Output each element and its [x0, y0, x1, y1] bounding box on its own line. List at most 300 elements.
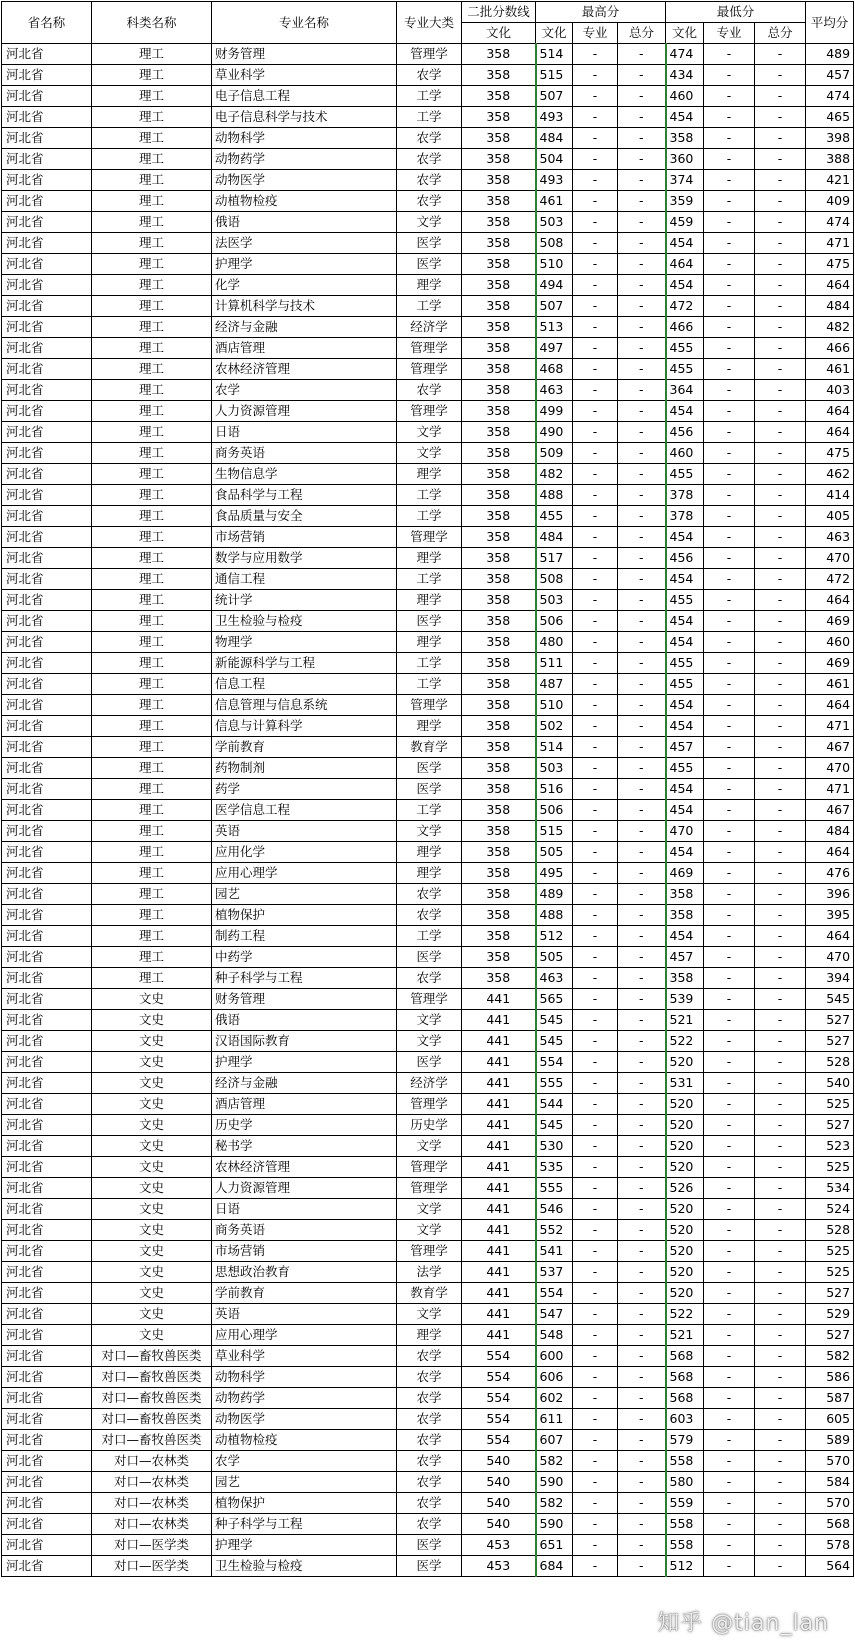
cell-lo-major: - [704, 191, 755, 212]
cell-hi-major: - [573, 1493, 618, 1514]
cell-major: 草业科学 [212, 1346, 397, 1367]
cell-lo-major: - [704, 128, 755, 149]
cell-major-class: 文学 [397, 422, 462, 443]
cell-hi-culture: 611 [536, 1409, 573, 1430]
cell-hi-total: - [618, 632, 666, 653]
table-row [2, 275, 854, 296]
cell-hi-total: - [618, 1220, 666, 1241]
cell-province: 河北省 [2, 569, 92, 590]
cell-average: 529 [806, 1304, 854, 1325]
cell-hi-total: - [618, 107, 666, 128]
cell-major-class: 工学 [397, 653, 462, 674]
cell-category: 文史 [92, 1283, 212, 1304]
cell-lo-culture: 521 [666, 1325, 704, 1346]
cell-category: 理工 [92, 443, 212, 464]
cell-lo-total: - [755, 1136, 806, 1157]
cell-average: 465 [806, 107, 854, 128]
cell-major: 俄语 [212, 1010, 397, 1031]
cell-lo-culture: 520 [666, 1241, 704, 1262]
cell-cutoff-culture: 358 [462, 422, 536, 443]
cell-lo-total: - [755, 1514, 806, 1535]
cell-cutoff-culture: 358 [462, 275, 536, 296]
cell-hi-total: - [618, 86, 666, 107]
cell-major: 财务管理 [212, 44, 397, 65]
table-row [2, 1556, 854, 1577]
table-row [2, 527, 854, 548]
cell-category: 理工 [92, 926, 212, 947]
cell-cutoff-culture: 358 [462, 695, 536, 716]
cell-major-class: 医学 [397, 233, 462, 254]
cell-hi-total: - [618, 317, 666, 338]
cell-hi-culture: 461 [536, 191, 573, 212]
cell-province: 河北省 [2, 800, 92, 821]
cell-lo-culture: 520 [666, 1136, 704, 1157]
cell-major: 动物药学 [212, 1388, 397, 1409]
cell-category: 对口—农林类 [92, 1493, 212, 1514]
table-row [2, 1136, 854, 1157]
cell-lo-culture: 579 [666, 1430, 704, 1451]
cell-hi-major: - [573, 1157, 618, 1178]
header-hi-major: 专业 [573, 23, 618, 44]
cell-hi-culture: 506 [536, 800, 573, 821]
cell-hi-major: - [573, 695, 618, 716]
cell-lo-major: - [704, 1388, 755, 1409]
cell-hi-culture: 507 [536, 86, 573, 107]
cell-major-class: 医学 [397, 1556, 462, 1577]
cell-cutoff-culture: 358 [462, 170, 536, 191]
cell-hi-culture: 463 [536, 968, 573, 989]
cell-hi-major: - [573, 1031, 618, 1052]
cell-category: 对口—畜牧兽医类 [92, 1388, 212, 1409]
cell-lo-major: - [704, 338, 755, 359]
cell-province: 河北省 [2, 1241, 92, 1262]
cell-major-class: 管理学 [397, 1157, 462, 1178]
cell-cutoff-culture: 441 [462, 1094, 536, 1115]
table-row [2, 1220, 854, 1241]
cell-major: 酒店管理 [212, 1094, 397, 1115]
cell-hi-total: - [618, 44, 666, 65]
cell-lo-culture: 455 [666, 653, 704, 674]
cell-major-class: 农学 [397, 1514, 462, 1535]
cell-hi-total: - [618, 821, 666, 842]
cell-hi-major: - [573, 737, 618, 758]
table-row [2, 1409, 854, 1430]
cell-major-class: 管理学 [397, 1241, 462, 1262]
cell-major: 种子科学与工程 [212, 968, 397, 989]
cell-hi-total: - [618, 1199, 666, 1220]
cell-lo-major: - [704, 800, 755, 821]
cell-hi-total: - [618, 1304, 666, 1325]
cell-average: 464 [806, 275, 854, 296]
cell-hi-major: - [573, 821, 618, 842]
cell-lo-total: - [755, 443, 806, 464]
table-row [2, 254, 854, 275]
cell-province: 河北省 [2, 317, 92, 338]
cell-lo-total: - [755, 149, 806, 170]
cell-hi-total: - [618, 128, 666, 149]
cell-cutoff-culture: 358 [462, 149, 536, 170]
cell-lo-major: - [704, 1430, 755, 1451]
cell-major: 植物保护 [212, 905, 397, 926]
cell-lo-total: - [755, 1157, 806, 1178]
cell-lo-major: - [704, 170, 755, 191]
cell-average: 470 [806, 947, 854, 968]
table-row [2, 506, 854, 527]
cell-cutoff-culture: 441 [462, 989, 536, 1010]
cell-cutoff-culture: 441 [462, 1136, 536, 1157]
cell-hi-culture: 545 [536, 1031, 573, 1052]
cell-cutoff-culture: 441 [462, 1010, 536, 1031]
cell-province: 河北省 [2, 1262, 92, 1283]
cell-cutoff-culture: 441 [462, 1115, 536, 1136]
cell-lo-culture: 559 [666, 1493, 704, 1514]
table-row [2, 695, 854, 716]
cell-province: 河北省 [2, 989, 92, 1010]
cell-average: 470 [806, 758, 854, 779]
cell-province: 河北省 [2, 1199, 92, 1220]
cell-cutoff-culture: 358 [462, 569, 536, 590]
table-row [2, 1157, 854, 1178]
cell-category: 理工 [92, 737, 212, 758]
cell-major: 卫生检验与检疫 [212, 1556, 397, 1577]
cell-lo-major: - [704, 632, 755, 653]
cell-hi-total: - [618, 1283, 666, 1304]
cell-hi-major: - [573, 1052, 618, 1073]
cell-lo-culture: 454 [666, 401, 704, 422]
cell-major-class: 管理学 [397, 401, 462, 422]
cell-hi-total: - [618, 1052, 666, 1073]
cell-hi-culture: 511 [536, 653, 573, 674]
cell-cutoff-culture: 441 [462, 1178, 536, 1199]
cell-province: 河北省 [2, 1115, 92, 1136]
table-row [2, 44, 854, 65]
cell-lo-total: - [755, 506, 806, 527]
cell-province: 河北省 [2, 1073, 92, 1094]
cell-cutoff-culture: 358 [462, 611, 536, 632]
table-row [2, 1031, 854, 1052]
cell-hi-major: - [573, 212, 618, 233]
cell-hi-major: - [573, 716, 618, 737]
cell-hi-total: - [618, 905, 666, 926]
cell-average: 527 [806, 1010, 854, 1031]
cell-category: 对口—农林类 [92, 1472, 212, 1493]
cell-category: 文史 [92, 1178, 212, 1199]
cell-average: 394 [806, 968, 854, 989]
cell-average: 464 [806, 695, 854, 716]
cell-lo-major: - [704, 1304, 755, 1325]
cell-category: 理工 [92, 716, 212, 737]
cell-major-class: 医学 [397, 779, 462, 800]
table-row [2, 191, 854, 212]
cell-hi-total: - [618, 1073, 666, 1094]
header-lo-culture: 文化 [666, 23, 704, 44]
cell-hi-major: - [573, 443, 618, 464]
cell-lo-culture: 374 [666, 170, 704, 191]
admission-score-table [1, 1, 854, 1577]
cell-province: 河北省 [2, 947, 92, 968]
cell-hi-total: - [618, 296, 666, 317]
cell-province: 河北省 [2, 716, 92, 737]
cell-hi-culture: 497 [536, 338, 573, 359]
cell-lo-culture: 520 [666, 1157, 704, 1178]
cell-major: 动植物检疫 [212, 1430, 397, 1451]
cell-hi-total: - [618, 674, 666, 695]
table-row [2, 569, 854, 590]
cell-lo-major: - [704, 737, 755, 758]
cell-cutoff-culture: 358 [462, 191, 536, 212]
cell-category: 理工 [92, 44, 212, 65]
header-cutoff-culture: 文化 [462, 23, 536, 44]
cell-average: 527 [806, 1031, 854, 1052]
cell-province: 河北省 [2, 170, 92, 191]
cell-major: 电子信息工程 [212, 86, 397, 107]
cell-lo-culture: 558 [666, 1535, 704, 1556]
cell-lo-major: - [704, 590, 755, 611]
cell-major-class: 工学 [397, 86, 462, 107]
cell-major: 市场营销 [212, 1241, 397, 1262]
table-row [2, 170, 854, 191]
cell-hi-major: - [573, 107, 618, 128]
watermark: 知乎 @tian_lan [657, 1611, 829, 1636]
cell-lo-total: - [755, 401, 806, 422]
cell-hi-major: - [573, 968, 618, 989]
cell-cutoff-culture: 358 [462, 842, 536, 863]
cell-major: 电子信息科学与技术 [212, 107, 397, 128]
cell-major: 物理学 [212, 632, 397, 653]
cell-major-class: 理学 [397, 1325, 462, 1346]
cell-major-class: 农学 [397, 884, 462, 905]
cell-lo-total: - [755, 191, 806, 212]
cell-hi-total: - [618, 1556, 666, 1577]
cell-lo-total: - [755, 842, 806, 863]
cell-lo-major: - [704, 527, 755, 548]
cell-category: 理工 [92, 611, 212, 632]
cell-major: 食品质量与安全 [212, 506, 397, 527]
cell-lo-culture: 454 [666, 611, 704, 632]
cell-province: 河北省 [2, 443, 92, 464]
cell-major: 俄语 [212, 212, 397, 233]
cell-category: 文史 [92, 1157, 212, 1178]
cell-hi-major: - [573, 233, 618, 254]
cell-cutoff-culture: 358 [462, 443, 536, 464]
cell-lo-major: - [704, 947, 755, 968]
cell-lo-major: - [704, 1031, 755, 1052]
table-row [2, 86, 854, 107]
cell-lo-total: - [755, 422, 806, 443]
cell-hi-major: - [573, 800, 618, 821]
table-row [2, 653, 854, 674]
cell-province: 河北省 [2, 1535, 92, 1556]
cell-lo-major: - [704, 1556, 755, 1577]
cell-cutoff-culture: 358 [462, 926, 536, 947]
cell-major: 英语 [212, 821, 397, 842]
cell-lo-culture: 568 [666, 1346, 704, 1367]
cell-lo-total: - [755, 1199, 806, 1220]
cell-hi-culture: 545 [536, 1115, 573, 1136]
cell-major: 人力资源管理 [212, 401, 397, 422]
cell-major-class: 文学 [397, 821, 462, 842]
cell-major: 通信工程 [212, 569, 397, 590]
cell-average: 525 [806, 1262, 854, 1283]
cell-category: 理工 [92, 212, 212, 233]
cell-major: 医学信息工程 [212, 800, 397, 821]
cell-lo-major: - [704, 212, 755, 233]
cell-hi-total: - [618, 464, 666, 485]
cell-major-class: 农学 [397, 65, 462, 86]
cell-cutoff-culture: 441 [462, 1283, 536, 1304]
cell-category: 理工 [92, 128, 212, 149]
cell-lo-major: - [704, 65, 755, 86]
table-row [2, 1493, 854, 1514]
table-row [2, 1199, 854, 1220]
cell-lo-major: - [704, 1472, 755, 1493]
cell-lo-major: - [704, 275, 755, 296]
cell-hi-total: - [618, 800, 666, 821]
cell-average: 414 [806, 485, 854, 506]
cell-hi-culture: 554 [536, 1283, 573, 1304]
table-row [2, 926, 854, 947]
cell-category: 文史 [92, 1304, 212, 1325]
cell-hi-major: - [573, 1178, 618, 1199]
cell-major: 新能源科学与工程 [212, 653, 397, 674]
cell-hi-major: - [573, 779, 618, 800]
table-row [2, 485, 854, 506]
cell-hi-culture: 513 [536, 317, 573, 338]
cell-lo-total: - [755, 359, 806, 380]
table-row [2, 1367, 854, 1388]
cell-major-class: 理学 [397, 863, 462, 884]
cell-major: 市场营销 [212, 527, 397, 548]
cell-average: 405 [806, 506, 854, 527]
cell-province: 河北省 [2, 1388, 92, 1409]
cell-major-class: 文学 [397, 443, 462, 464]
table-row [2, 758, 854, 779]
cell-hi-culture: 554 [536, 1052, 573, 1073]
cell-category: 理工 [92, 653, 212, 674]
cell-lo-major: - [704, 1409, 755, 1430]
cell-major: 经济与金融 [212, 317, 397, 338]
cell-hi-major: - [573, 1514, 618, 1535]
cell-average: 578 [806, 1535, 854, 1556]
cell-province: 河北省 [2, 1136, 92, 1157]
cell-lo-major: - [704, 716, 755, 737]
cell-category: 理工 [92, 401, 212, 422]
cell-hi-total: - [618, 1514, 666, 1535]
cell-lo-culture: 364 [666, 380, 704, 401]
cell-hi-major: - [573, 548, 618, 569]
cell-major-class: 文学 [397, 1199, 462, 1220]
cell-lo-culture: 470 [666, 821, 704, 842]
cell-province: 河北省 [2, 905, 92, 926]
cell-province: 河北省 [2, 1283, 92, 1304]
cell-lo-total: - [755, 947, 806, 968]
cell-major: 动物科学 [212, 128, 397, 149]
cell-category: 文史 [92, 1325, 212, 1346]
cell-category: 文史 [92, 1052, 212, 1073]
cell-major: 经济与金融 [212, 1073, 397, 1094]
cell-province: 河北省 [2, 821, 92, 842]
cell-hi-major: - [573, 1388, 618, 1409]
cell-lo-total: - [755, 968, 806, 989]
cell-province: 河北省 [2, 695, 92, 716]
cell-category: 文史 [92, 989, 212, 1010]
table-row [2, 611, 854, 632]
cell-lo-major: - [704, 1346, 755, 1367]
cell-hi-major: - [573, 842, 618, 863]
cell-lo-culture: 466 [666, 317, 704, 338]
cell-cutoff-culture: 358 [462, 758, 536, 779]
cell-cutoff-culture: 358 [462, 464, 536, 485]
cell-lo-total: - [755, 527, 806, 548]
table-row [2, 1115, 854, 1136]
cell-hi-major: - [573, 359, 618, 380]
cell-major: 人力资源管理 [212, 1178, 397, 1199]
cell-major: 计算机科学与技术 [212, 296, 397, 317]
cell-category: 理工 [92, 191, 212, 212]
cell-cutoff-culture: 441 [462, 1325, 536, 1346]
cell-lo-total: - [755, 485, 806, 506]
cell-major-class: 文学 [397, 1304, 462, 1325]
cell-hi-culture: 546 [536, 1199, 573, 1220]
table-row [2, 548, 854, 569]
cell-lo-total: - [755, 1409, 806, 1430]
table-row [2, 1451, 854, 1472]
cell-hi-major: - [573, 1136, 618, 1157]
cell-major: 秘书学 [212, 1136, 397, 1157]
cell-lo-major: - [704, 1157, 755, 1178]
cell-lo-culture: 456 [666, 422, 704, 443]
cell-category: 理工 [92, 695, 212, 716]
cell-lo-total: - [755, 275, 806, 296]
cell-category: 对口—医学类 [92, 1535, 212, 1556]
cell-category: 理工 [92, 884, 212, 905]
cell-hi-major: - [573, 527, 618, 548]
cell-hi-total: - [618, 1409, 666, 1430]
cell-hi-total: - [618, 233, 666, 254]
header-category: 科类名称 [92, 2, 212, 44]
cell-province: 河北省 [2, 926, 92, 947]
cell-lo-major: - [704, 821, 755, 842]
cell-hi-major: - [573, 1430, 618, 1451]
cell-lo-total: - [755, 800, 806, 821]
cell-lo-culture: 454 [666, 527, 704, 548]
cell-lo-major: - [704, 1178, 755, 1199]
cell-average: 467 [806, 800, 854, 821]
cell-hi-total: - [618, 590, 666, 611]
cell-hi-culture: 510 [536, 695, 573, 716]
cell-lo-major: - [704, 44, 755, 65]
table-row [2, 590, 854, 611]
cell-major: 卫生检验与检疫 [212, 611, 397, 632]
cell-hi-total: - [618, 779, 666, 800]
cell-lo-culture: 455 [666, 674, 704, 695]
header-row-1 [2, 2, 854, 23]
cell-lo-culture: 360 [666, 149, 704, 170]
cell-average: 471 [806, 233, 854, 254]
cell-hi-major: - [573, 1451, 618, 1472]
cell-cutoff-culture: 358 [462, 86, 536, 107]
cell-major-class: 管理学 [397, 44, 462, 65]
cell-average: 525 [806, 1241, 854, 1262]
cell-hi-total: - [618, 611, 666, 632]
cell-hi-major: - [573, 506, 618, 527]
cell-category: 对口—农林类 [92, 1451, 212, 1472]
cell-hi-culture: 602 [536, 1388, 573, 1409]
table-row [2, 296, 854, 317]
cell-cutoff-culture: 441 [462, 1220, 536, 1241]
cell-lo-culture: 457 [666, 737, 704, 758]
cell-category: 理工 [92, 527, 212, 548]
